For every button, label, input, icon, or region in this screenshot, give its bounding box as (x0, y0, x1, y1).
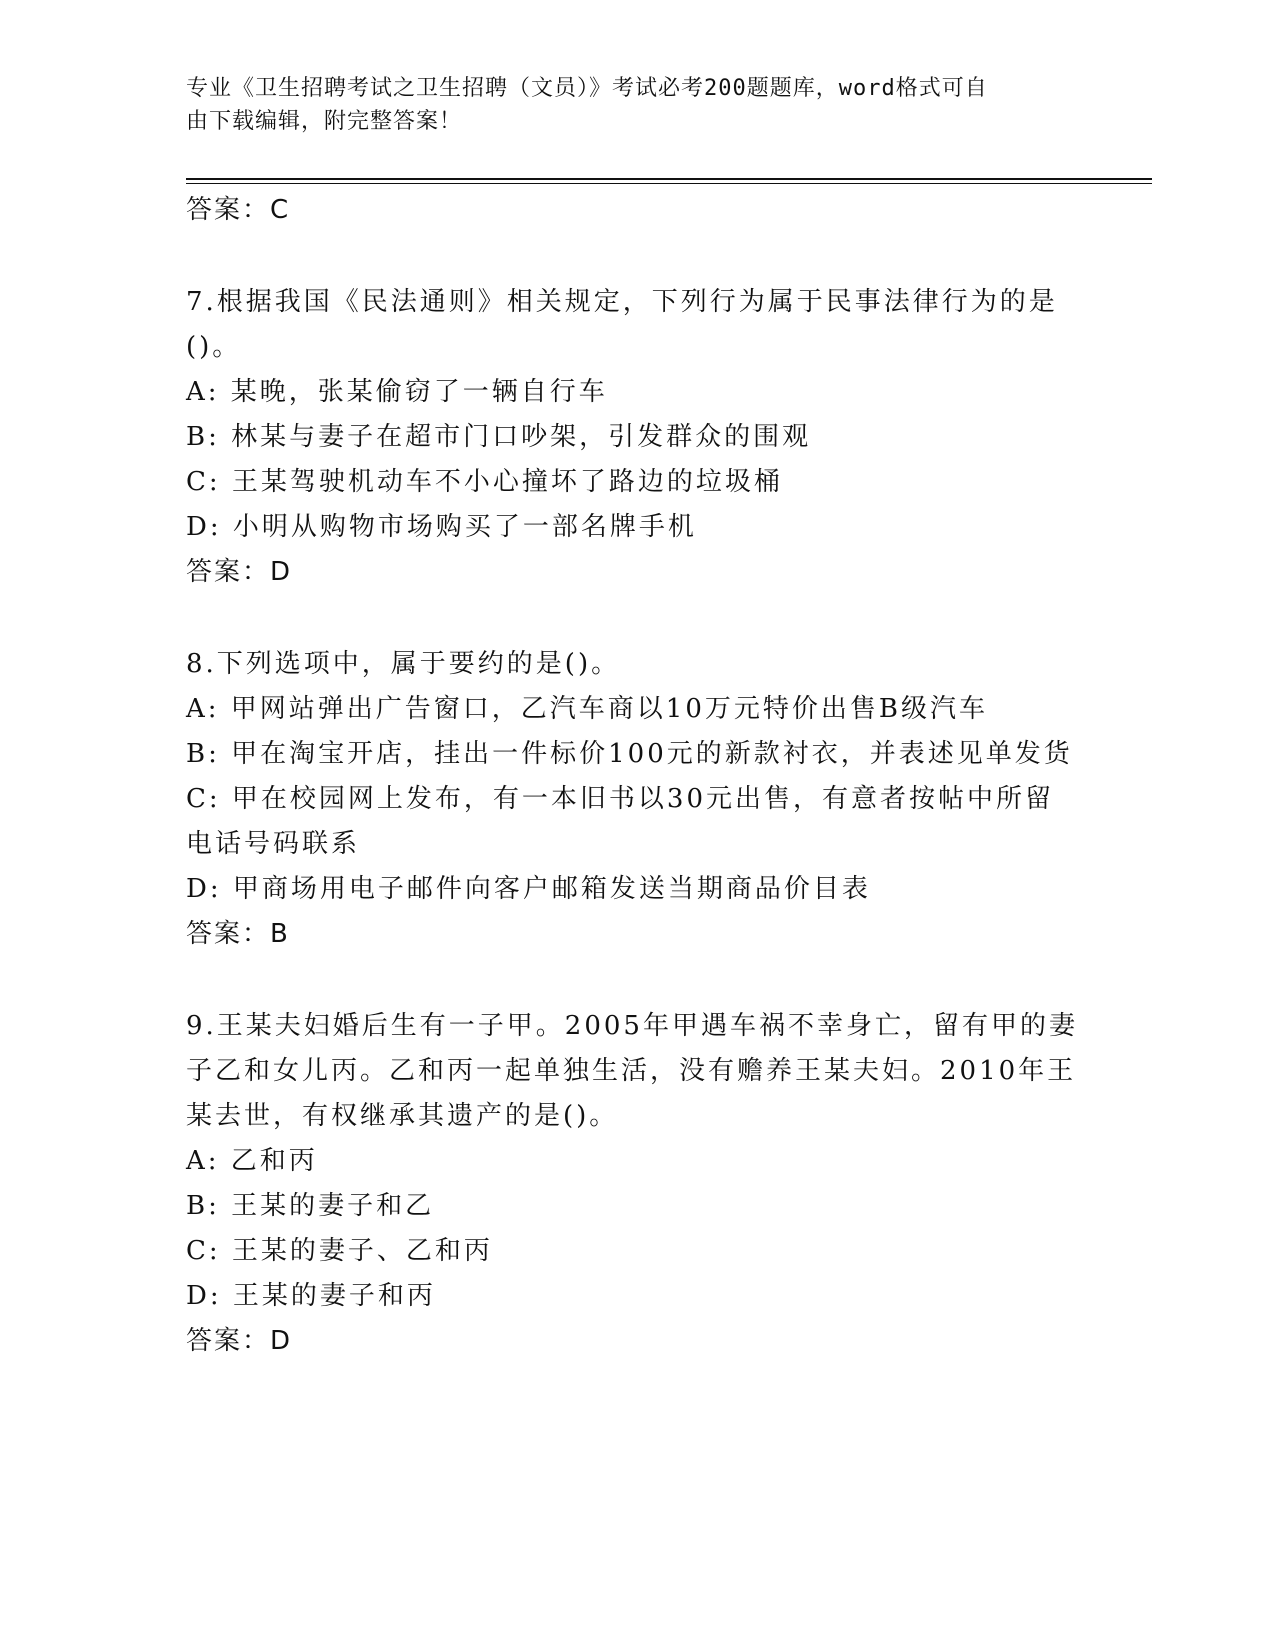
option-c: C: 王某驾驶机动车不小心撞坏了路边的垃圾桶 (186, 467, 783, 497)
option-a: A: 某晚，张某偷窃了一辆自行车 (186, 377, 608, 407)
question-stem-line: ()。 (186, 332, 242, 362)
option-c: C: 王某的妻子、乙和丙 (186, 1236, 493, 1266)
question-stem-line: 某去世，有权继承其遗产的是()。 (186, 1101, 619, 1131)
option-c: C: 甲在校园网上发布，有一本旧书以30元出售，有意者按帖中所留 (186, 784, 1055, 814)
question-8 (186, 642, 1086, 957)
option-d: D: 王某的妻子和丙 (186, 1281, 436, 1311)
spacer (186, 595, 1086, 642)
previous-answer: 答案：C (186, 195, 291, 225)
question-stem-line: 7.根据我国《民法通则》相关规定，下列行为属于民事法律行为的是 (186, 287, 1058, 317)
question-stem-line: 9.王某夫妇婚后生有一子甲。2005年甲遇车祸不幸身亡，留有甲的妻 (186, 1011, 1078, 1041)
header-rule-thin (186, 183, 1152, 184)
option-b: B: 王某的妻子和乙 (186, 1191, 435, 1221)
question-stem-line: 子乙和女儿丙。乙和丙一起单独生活，没有赡养王某夫妇。2010年王 (186, 1056, 1077, 1086)
option-d: D: 甲商场用电子邮件向客户邮箱发送当期商品价目表 (186, 874, 871, 904)
header-line-2: 由下载编辑，附完整答案！ (186, 109, 463, 134)
header-line-1: 专业《卫生招聘考试之卫生招聘（文员）》考试必考200题题库，word格式可自 (186, 76, 988, 101)
question-9 (186, 1004, 1086, 1364)
option-a: A: 甲网站弹出广告窗口，乙汽车商以10万元特价出售B级汽车 (186, 694, 988, 724)
spacer (186, 233, 1086, 280)
question-list (186, 188, 1086, 1364)
answer: 答案：D (186, 1326, 293, 1356)
page-header (186, 72, 1066, 138)
spacer (186, 957, 1086, 1004)
question-stem-line: 8.下列选项中，属于要约的是()。 (186, 649, 621, 679)
option-c-continued: 电话号码联系 (186, 829, 361, 859)
answer: 答案：D (186, 557, 293, 587)
option-a: A: 乙和丙 (186, 1146, 318, 1176)
question-7 (186, 280, 1086, 595)
header-rule-thick (186, 178, 1152, 180)
answer: 答案：B (186, 919, 290, 949)
option-b: B: 林某与妻子在超市门口吵架，引发群众的围观 (186, 422, 812, 452)
option-d: D: 小明从购物市场购买了一部名牌手机 (186, 512, 697, 542)
option-b: B: 甲在淘宝开店，挂出一件标价100元的新款衬衣，并表述见单发货 (186, 739, 1073, 769)
